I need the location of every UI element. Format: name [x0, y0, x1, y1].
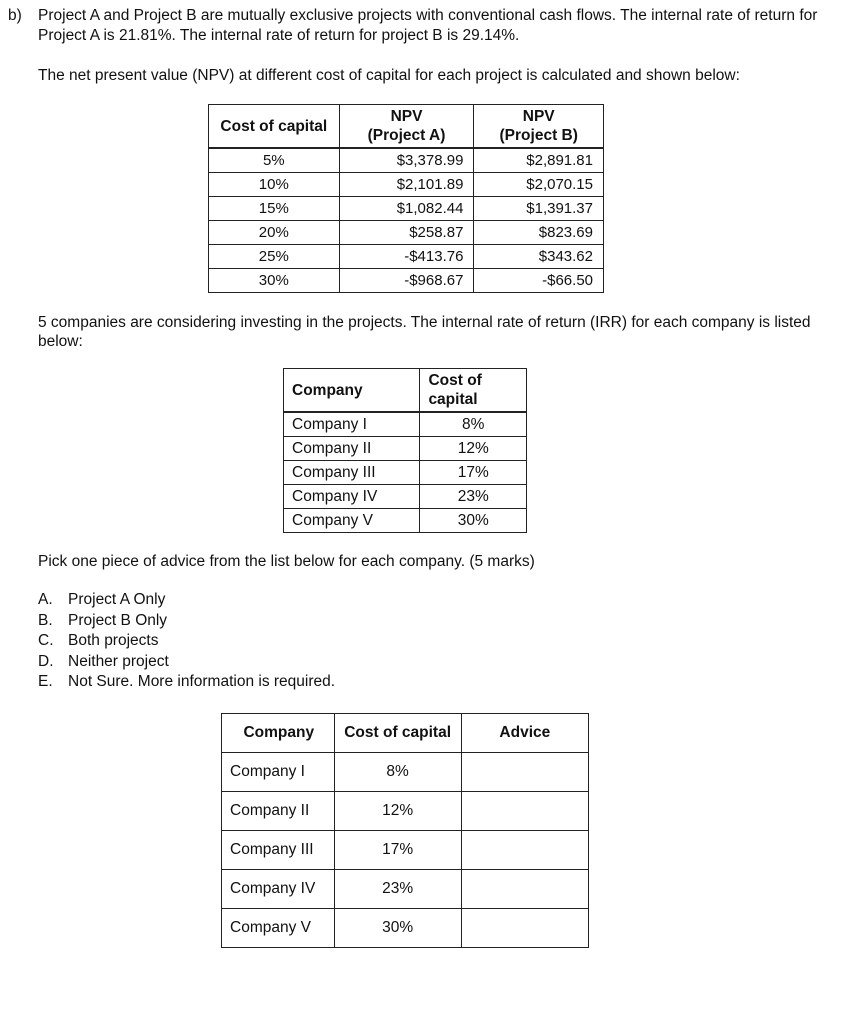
npv-header-a [339, 105, 474, 149]
advice-option-text: Not Sure. More information is required. [68, 673, 336, 690]
companies-intro: 5 companies are considering investing in the projects. The internal rate of return (IRR) for each company is listed below: [38, 314, 811, 350]
advice-row [222, 831, 589, 870]
company-row [284, 509, 527, 533]
company-row [284, 461, 527, 485]
npv-b-cell: $2,070.15 [474, 173, 604, 197]
npv-table [208, 104, 604, 293]
advice-company-cell: Company II [222, 792, 335, 831]
npv-header-a-line1: NPV [390, 108, 423, 125]
company-header-cost-line2: capital [428, 391, 478, 408]
advice-option-letter: C. [38, 632, 54, 649]
npv-row [209, 269, 604, 293]
advice-option-letter: D. [38, 652, 54, 670]
npv-b-cell: $823.69 [474, 221, 604, 245]
advice-answer-cell[interactable] [461, 909, 588, 948]
npv-a-cell: -$413.76 [339, 245, 474, 269]
advice-option-text: Project A Only [68, 591, 166, 608]
npv-a-cell: $2,101.89 [339, 173, 474, 197]
company-name-cell: Company II [284, 437, 420, 461]
advice-company-cell: Company IV [222, 870, 335, 909]
npv-row [209, 245, 604, 269]
advice-option-text: Neither project [68, 652, 169, 670]
advice-answer-cell[interactable] [461, 831, 588, 870]
advice-row [222, 909, 589, 948]
company-name-cell: Company III [284, 461, 420, 485]
npv-header-b-line2: (Project B) [499, 127, 578, 144]
advice-option-text: Project B Only [68, 611, 168, 629]
npv-a-cell: -$968.67 [339, 269, 474, 293]
advice-cost-cell: 30% [334, 909, 461, 948]
company-cost-cell: 8% [420, 412, 527, 437]
npv-b-cell: $343.62 [474, 245, 604, 269]
company-cost-cell: 23% [420, 485, 527, 509]
npv-header-cost: Cost of capital [209, 105, 340, 149]
npv-header-b [474, 105, 604, 149]
npv-a-cell: $1,082.44 [339, 197, 474, 221]
question-intro-text: Project A and Project B are mutually exclusive projects with conventional cash flows. The internal rate of return for Project A is 21.81%. The internal rate of return for project B is 29.14%. [38, 7, 818, 44]
npv-cost-cell: 15% [209, 197, 340, 221]
npv-header-b-line1: NPV [522, 108, 555, 125]
advice-answer-cell[interactable] [461, 753, 588, 792]
advice-option-letter: A. [38, 591, 53, 608]
npv-cost-cell: 10% [209, 173, 340, 197]
company-cost-cell: 17% [420, 461, 527, 485]
npv-row [209, 221, 604, 245]
company-row [284, 485, 527, 509]
advice-company-cell: Company V [222, 909, 335, 948]
npv-row [209, 148, 604, 173]
advice-option-letter: B. [38, 611, 53, 629]
advice-table [221, 713, 589, 948]
advice-company-cell: Company III [222, 831, 335, 870]
npv-cost-cell: 30% [209, 269, 340, 293]
company-cost-cell: 30% [420, 509, 527, 533]
question-label: b) [8, 7, 22, 24]
advice-header-advice: Advice [461, 714, 588, 753]
npv-cost-cell: 5% [209, 148, 340, 173]
advice-company-cell: Company I [222, 753, 335, 792]
company-header-cost-line1: Cost of [428, 372, 482, 389]
advice-answer-cell[interactable] [461, 792, 588, 831]
advice-header-cost: Cost of capital [334, 714, 461, 753]
company-name-cell: Company IV [284, 485, 420, 509]
company-header-cost [420, 369, 527, 413]
npv-header-a-line2: (Project A) [367, 127, 446, 144]
npv-intro: The net present value (NPV) at different cost of capital for each project is calculated and shown below: [38, 67, 740, 84]
advice-option-letter: E. [38, 673, 53, 690]
company-name-cell: Company V [284, 509, 420, 533]
advice-cost-cell: 23% [334, 870, 461, 909]
advice-cost-cell: 12% [334, 792, 461, 831]
npv-row [209, 173, 604, 197]
advice-cost-cell: 17% [334, 831, 461, 870]
advice-header-company: Company [222, 714, 335, 753]
advice-row [222, 870, 589, 909]
company-table [283, 368, 527, 533]
company-row [284, 412, 527, 437]
npv-cost-cell: 20% [209, 221, 340, 245]
npv-b-cell: $2,891.81 [474, 148, 604, 173]
company-name-cell: Company I [284, 412, 420, 437]
npv-a-cell: $3,378.99 [339, 148, 474, 173]
advice-cost-cell: 8% [334, 753, 461, 792]
company-header-company: Company [284, 369, 420, 413]
npv-b-cell: $1,391.37 [474, 197, 604, 221]
advice-option-text: Both projects [68, 632, 159, 649]
company-cost-cell: 12% [420, 437, 527, 461]
advice-row [222, 753, 589, 792]
instruction: Pick one piece of advice from the list below for each company. (5 marks) [38, 553, 535, 570]
npv-cost-cell: 25% [209, 245, 340, 269]
npv-b-cell: -$66.50 [474, 269, 604, 293]
npv-row [209, 197, 604, 221]
company-row [284, 437, 527, 461]
advice-row [222, 792, 589, 831]
npv-a-cell: $258.87 [339, 221, 474, 245]
advice-answer-cell[interactable] [461, 870, 588, 909]
